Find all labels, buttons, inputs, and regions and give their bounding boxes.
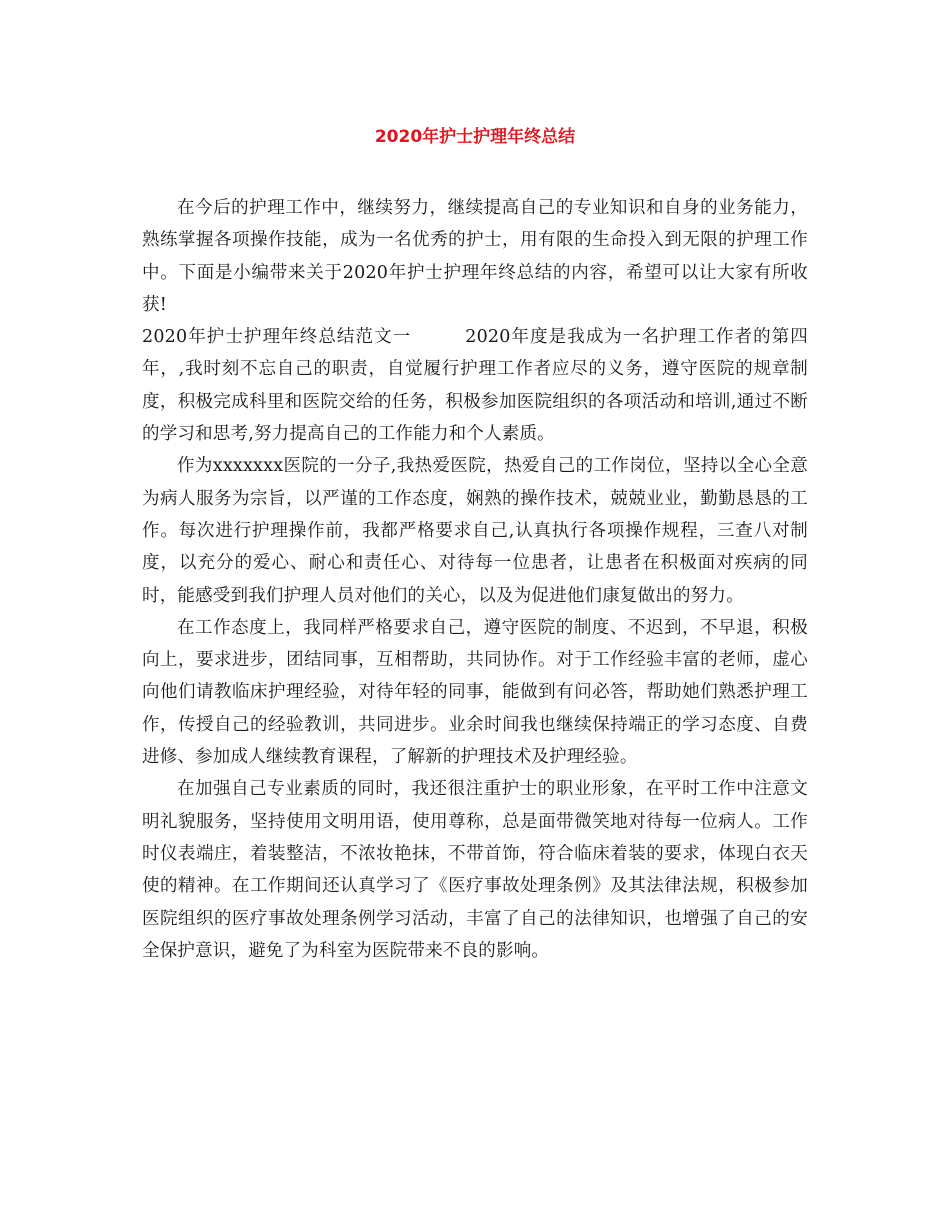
- intro-paragraph: 在今后的护理工作中，继续努力，继续提高自己的专业知识和自身的业务能力，熟练掌握各项操作技能，成为一名优秀的护士，用有限的生命投入到无限的护理工作中。下面是小编带来关于2020年护士护理年终总结的内容，希望可以让大家有所收获!: [142, 198, 808, 315]
- body-paragraph-attitude: 在工作态度上，我同样严格要求自己，遵守医院的制度、不迟到，不早退，积极向上，要求进步，团结同事，互相帮助，共同协作。对于工作经验丰富的老师，虚心向他们请教临床护理经验，对待年轻的同事，能做到有问必答，帮助她们熟悉护理工作，传授自己的经验教训，共同进步。业余时间我也继续保持端正的学习态度、自费进修、参加成人继续教育课程，了解新的护理技术及护理经验。: [142, 617, 808, 768]
- document-body: [142, 192, 808, 967]
- body-paragraph-dedication: 作为xxxxxxx医院的一分子,我热爱医院，热爱自己的工作岗位，坚持以全心全意为病人服务为宗旨，以严谨的工作态度，娴熟的操作技术，兢兢业业，勤勤恳恳的工作。每次进行护理操作前，我都严格要求自己,认真执行各项操作规程，三查八对制度，以充分的爱心、耐心和责任心、对待每一位患者，让患者在积极面对疾病的同时，能感受到我们护理人员对他们的关心，以及为促进他们康复做出的努力。: [142, 456, 808, 606]
- section-paragraph: [142, 321, 808, 450]
- document-title: 2020年护士护理年终总结: [374, 127, 576, 147]
- section-heading: 2020年护士护理年终总结范文一: [142, 327, 412, 348]
- body-paragraph-image: 在加强自己专业素质的同时，我还很注重护士的职业形象，在平时工作中注意文明礼貌服务，坚持使用文明用语，使用尊称，总是面带微笑地对待每一位病人。工作时仪表端庄，着装整洁，不浓妆艳抹，不带首饰，符合临床着装的要求，体现白衣天使的精神。在工作期间还认真学习了《医疗事故处理条例》及其法律法规，积极参加医院组织的医疗事故处理条例学习活动，丰富了自己的法律知识，也增强了自己的安全保护意识，避免了为科室为医院带来不良的影响。: [142, 779, 808, 961]
- section-first-paragraph: 2020年度是我成为一名护理工作者的第四年，,我时刻不忘自己的职责，自觉履行护理工作者应尽的义务，遵守医院的规章制度，积极完成科里和医院交给的任务，积极参加医院组织的各项活动和培训,通过不断的学习和思考,努力提高自己的工作能力和个人素质。: [142, 327, 808, 445]
